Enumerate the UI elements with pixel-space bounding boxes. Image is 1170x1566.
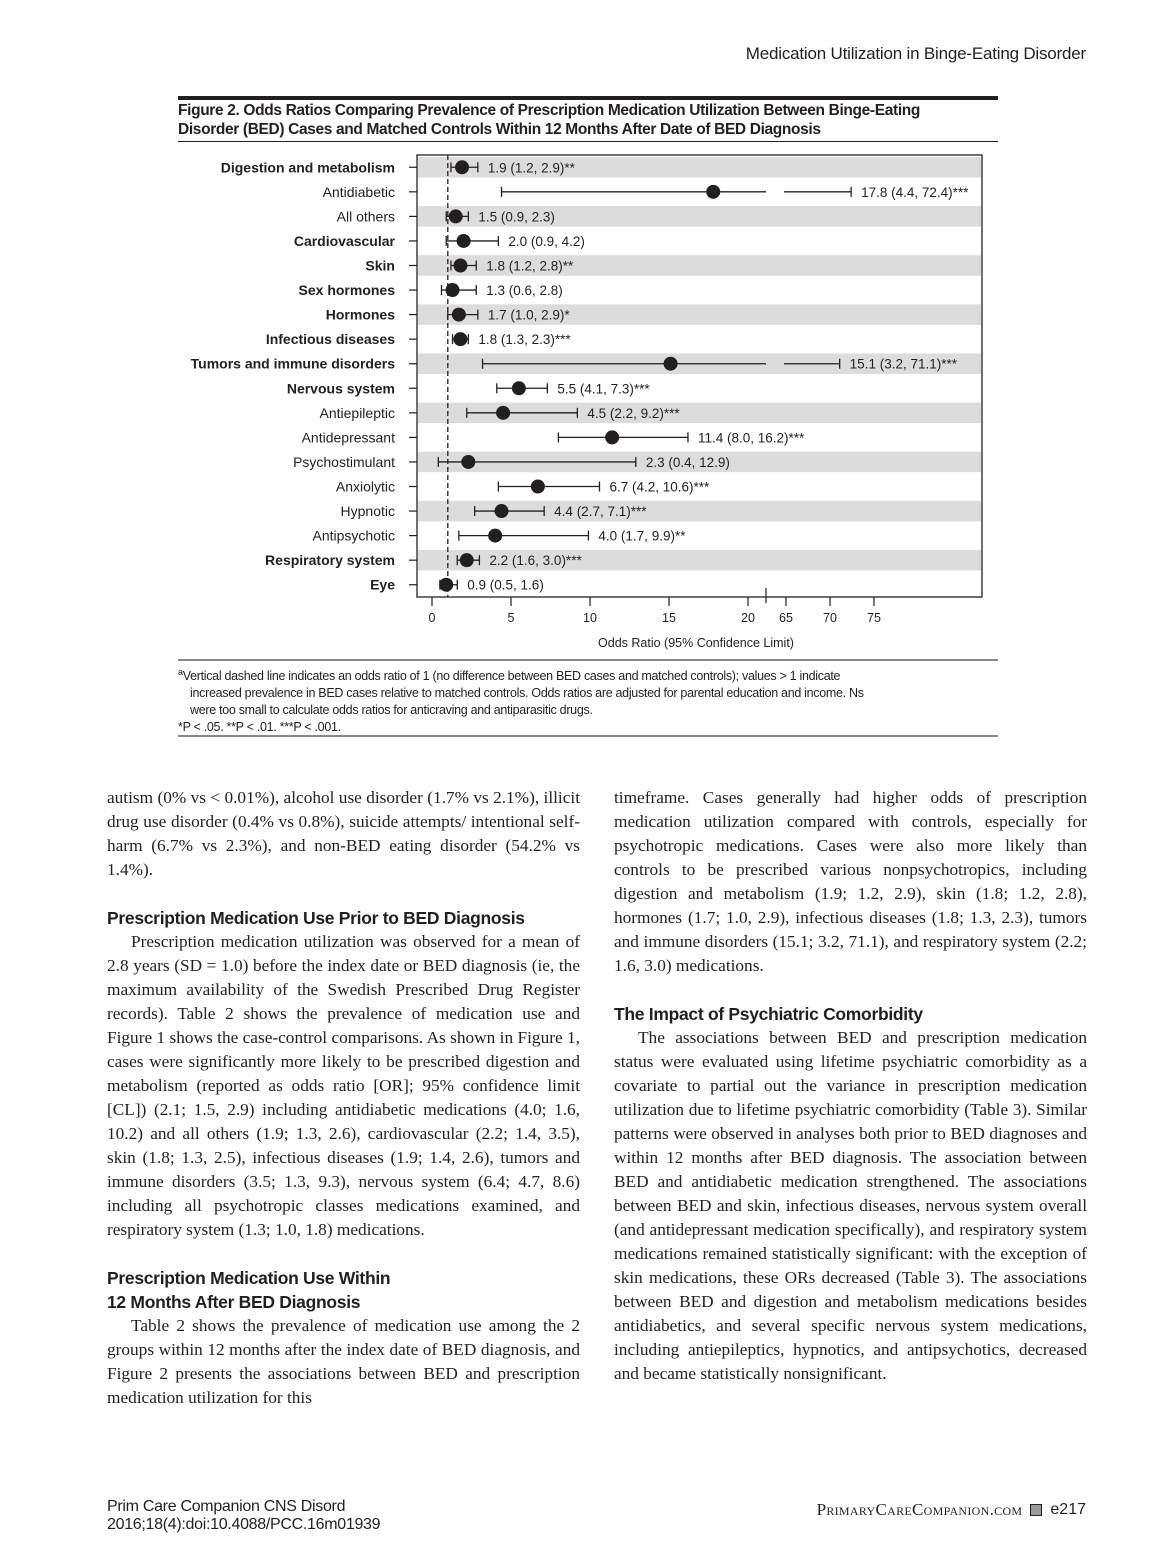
section-heading-line-1: Prescription Medication Use Within: [107, 1268, 391, 1288]
point-estimate: [446, 283, 460, 297]
x-tick-label: 70: [823, 611, 837, 625]
forest-row: [302, 429, 805, 445]
x-axis-label: Odds Ratio (95% Confidence Limit): [598, 636, 794, 650]
point-estimate: [706, 185, 720, 199]
footer-doi: 2016;18(4):doi:10.4088/PCC.16m01939: [107, 1516, 381, 1533]
row-label: Sex hormones: [298, 282, 395, 299]
row-label: Antipsychotic: [312, 527, 395, 544]
forest-row: [266, 331, 572, 347]
data-label: 11.4 (8.0, 16.2)***: [697, 430, 805, 446]
forest-row: [287, 380, 651, 396]
running-head: Medication Utilization in Binge-Eating Disorder: [745, 44, 1086, 63]
footnote-top-rule: [178, 659, 998, 661]
row-label: Respiratory system: [265, 552, 395, 569]
footnote-bottom-rule: [178, 735, 998, 737]
footnote-line-1: [178, 664, 998, 685]
point-estimate: [449, 209, 463, 223]
point-estimate: [457, 234, 471, 248]
point-estimate: [495, 504, 509, 518]
footer-journal: Prim Care Companion CNS Disord: [107, 1498, 346, 1515]
data-label: 4.5 (2.2, 9.2)***: [587, 405, 680, 421]
row-label: All others: [336, 208, 395, 225]
row-label: Nervous system: [286, 380, 395, 397]
row-label: Hypnotic: [340, 503, 395, 520]
point-estimate: [605, 430, 619, 444]
x-tick-label: 10: [583, 611, 597, 625]
forest-row: [336, 479, 710, 495]
row-label: Skin: [365, 257, 395, 274]
row-label: Antiepileptic: [319, 404, 395, 421]
row-label: Hormones: [325, 306, 395, 323]
forest-row: [221, 159, 576, 175]
body-column-right: [614, 786, 1087, 1386]
x-tick-label: 5: [507, 611, 515, 625]
figure-title-line-2: Disorder (BED) Cases and Matched Controls Within 12 Months After Date of BED Diagnosis: [178, 121, 821, 138]
forest-row: [320, 405, 681, 421]
forest-row: [313, 528, 687, 544]
row-label: Cardiovascular: [293, 232, 395, 249]
point-estimate: [488, 529, 502, 543]
data-label: 15.1 (3.2, 71.1)***: [849, 356, 958, 372]
forest-row: [299, 282, 563, 298]
paragraph: Prescription medication utilization was observed for a mean of 2.8 years (SD = 1.0) before the index date or BED diagnosis (ie, the maximum availability of the Swedish Prescribed Drug Register records). Table 2 shows the prevalence of medication use and Figure 1 shows the case-control comparisons. As shown in Figure 1, cases were significantly more likely to be prescribed digestion and metabolism (reported as odds ratio [OR]; 95% confidence limit [CL]) (2.1; 1.5, 2.9) including antidiabetic medications (4.0; 1.6, 10.2) and all others (1.9; 1.3, 2.6), cardiovascular (2.2; 1.4, 3.5), skin (1.8; 1.3, 2.5), infectious diseases (1.9; 1.4, 2.6), tumors and immune disorders (3.5; 1.3, 9.3), nervous system (6.4; 4.7, 8.6) including all psychotropic classes medications examined, and respiratory system (1.3; 1.0, 1.8) medications.: [107, 932, 580, 1239]
point-estimate: [531, 480, 545, 494]
point-estimate: [461, 455, 475, 469]
row-label: Digestion and metabolism: [220, 159, 395, 176]
point-estimate: [452, 308, 466, 322]
paragraph: Table 2 shows the prevalence of medication use among the 2 groups within 12 months after the index date of BED diagnosis, and Figure 2 presents the associations between BED and prescription medication utilization for this: [107, 1316, 580, 1407]
point-estimate: [512, 381, 526, 395]
section-heading: Prescription Medication Use Prior to BED Diagnosis: [107, 908, 525, 928]
data-label: 1.3 (0.6, 2.8): [486, 283, 563, 299]
footnote-line-2: increased prevalence in BED cases relative to matched controls. Odds ratios are adjusted for parental education and income. Ns: [190, 686, 864, 701]
point-estimate: [453, 332, 467, 346]
row-label: Infectious diseases: [265, 331, 395, 348]
data-label: 2.0 (0.9, 4.2): [508, 233, 585, 249]
page-number: e217: [1050, 1501, 1086, 1518]
data-label: 1.5 (0.9, 2.3): [478, 209, 555, 225]
data-label: 1.7 (1.0, 2.9)*: [487, 307, 570, 323]
footnote-line-1-text: Vertical dashed line indicates an odds ratio of 1 (no difference between BED cases and matched controls); values > 1 indicate: [182, 669, 841, 684]
x-tick-label: 15: [662, 611, 676, 625]
x-tick-label: 0: [428, 611, 436, 625]
footnote-marker: a: [178, 667, 183, 677]
data-label: 2.3 (0.4, 12.9): [645, 454, 730, 470]
row-label: Psychostimulant: [293, 453, 395, 470]
data-label: 5.5 (4.1, 7.3)***: [557, 381, 650, 397]
data-label: 2.2 (1.6, 3.0)***: [489, 553, 582, 569]
row-label: Eye: [370, 576, 395, 593]
point-estimate: [496, 406, 510, 420]
point-estimate: [664, 357, 678, 371]
row-label: Antidiabetic: [322, 183, 395, 200]
figure-title-line-1: Figure 2. Odds Ratios Comparing Prevalence of Prescription Medication Utilization Between Binge-Eating: [178, 102, 921, 119]
footnote-significance-key: *P < .05. **P < .01. ***P < .001.: [178, 720, 341, 735]
forest-row: [323, 184, 970, 200]
x-axis-group: [429, 588, 881, 625]
body-column-left: [107, 786, 580, 1410]
footnote-line-3: were too small to calculate odds ratios for anticraving and antiparasitic drugs.: [190, 703, 593, 718]
point-estimate: [460, 553, 474, 567]
section-heading: The Impact of Psychiatric Comorbidity: [614, 1004, 923, 1024]
section-heading-line-2: 12 Months After BED Diagnosis: [107, 1292, 361, 1312]
paragraph: timeframe. Cases generally had higher odds of prescription medication utilization compared with controls, especially for psychotropic medications. Cases were also more likely than controls to be prescribed various nonpsychotropics, including digestion and metabolism (1.9; 1.2, 2.9), skin (1.8; 1.2, 2.8), hormones (1.7; 1.0, 2.9), infectious diseases (1.8; 1.3, 2.3), tumors and immune disorders (15.1; 3.2, 71.1), and respiratory system (2.2; 1.6, 3.0) medications.: [614, 788, 1087, 975]
forest-plot: [0, 0, 1170, 660]
square-bullet-icon: [1030, 1504, 1042, 1516]
section-heading: [107, 1266, 580, 1314]
footer-site: PrimaryCareCompanion.com: [816, 1500, 1023, 1519]
paragraph: The associations between BED and prescription medication status were evaluated using lifetime psychiatric comorbidity as a covariate to partial out the variance in prescription medication utilization due to lifetime psychiatric comorbidity (Table 3). Similar patterns were observed in analyses both prior to BED diagnoses and within 12 months after BED diagnosis. The association between BED and antidiabetic medication strengthened. The associations between BED and skin, infectious diseases, nervous system overall (and antidepressant medication specifically), and respiratory system medications remained statistically significant: with the exception of skin medications, these ORs decreased (Table 3). The associations between BED and digestion and metabolism medications besides antidiabetics, and several specific nervous system medications, including antiepileptics, hypnotics, and antipsychotics, decreased and became statistically nonsignificant.: [614, 1028, 1087, 1383]
data-label: 6.7 (4.2, 10.6)***: [609, 479, 710, 495]
footer-page-info: [817, 1500, 1086, 1520]
data-label: 4.4 (2.7, 7.1)***: [554, 504, 647, 520]
x-tick-label: 65: [779, 611, 793, 625]
row-label: Tumors and immune disorders: [190, 355, 395, 372]
data-label: 1.9 (1.2, 2.9)**: [487, 160, 575, 176]
point-estimate: [455, 160, 469, 174]
row-label: Anxiolytic: [335, 478, 395, 495]
point-estimate: [453, 259, 467, 273]
row-label: Antidepressant: [301, 429, 395, 446]
x-tick-label: 75: [867, 611, 881, 625]
paragraph: autism (0% vs < 0.01%), alcohol use disorder (1.7% vs 2.1%), illicit drug use disorder (0.4% vs 0.8%), suicide attempts/ intentional self-harm (6.7% vs 2.3%), and non-BED eating disorder (54.2% vs 1.4%).: [107, 788, 580, 879]
point-estimate: [439, 578, 453, 592]
forest-row: [294, 233, 585, 249]
figure-footnote: [178, 664, 998, 736]
footer-citation: [107, 1498, 380, 1534]
data-label: 1.8 (1.2, 2.8)**: [486, 258, 574, 274]
data-label: 0.9 (0.5, 1.6): [467, 577, 544, 593]
x-tick-label: 20: [741, 611, 755, 625]
data-label: 17.8 (4.4, 72.4)***: [861, 184, 969, 200]
forest-row: [370, 577, 544, 593]
data-label: 1.8 (1.3, 2.3)***: [478, 332, 571, 348]
data-label: 4.0 (1.7, 9.9)**: [598, 528, 686, 544]
